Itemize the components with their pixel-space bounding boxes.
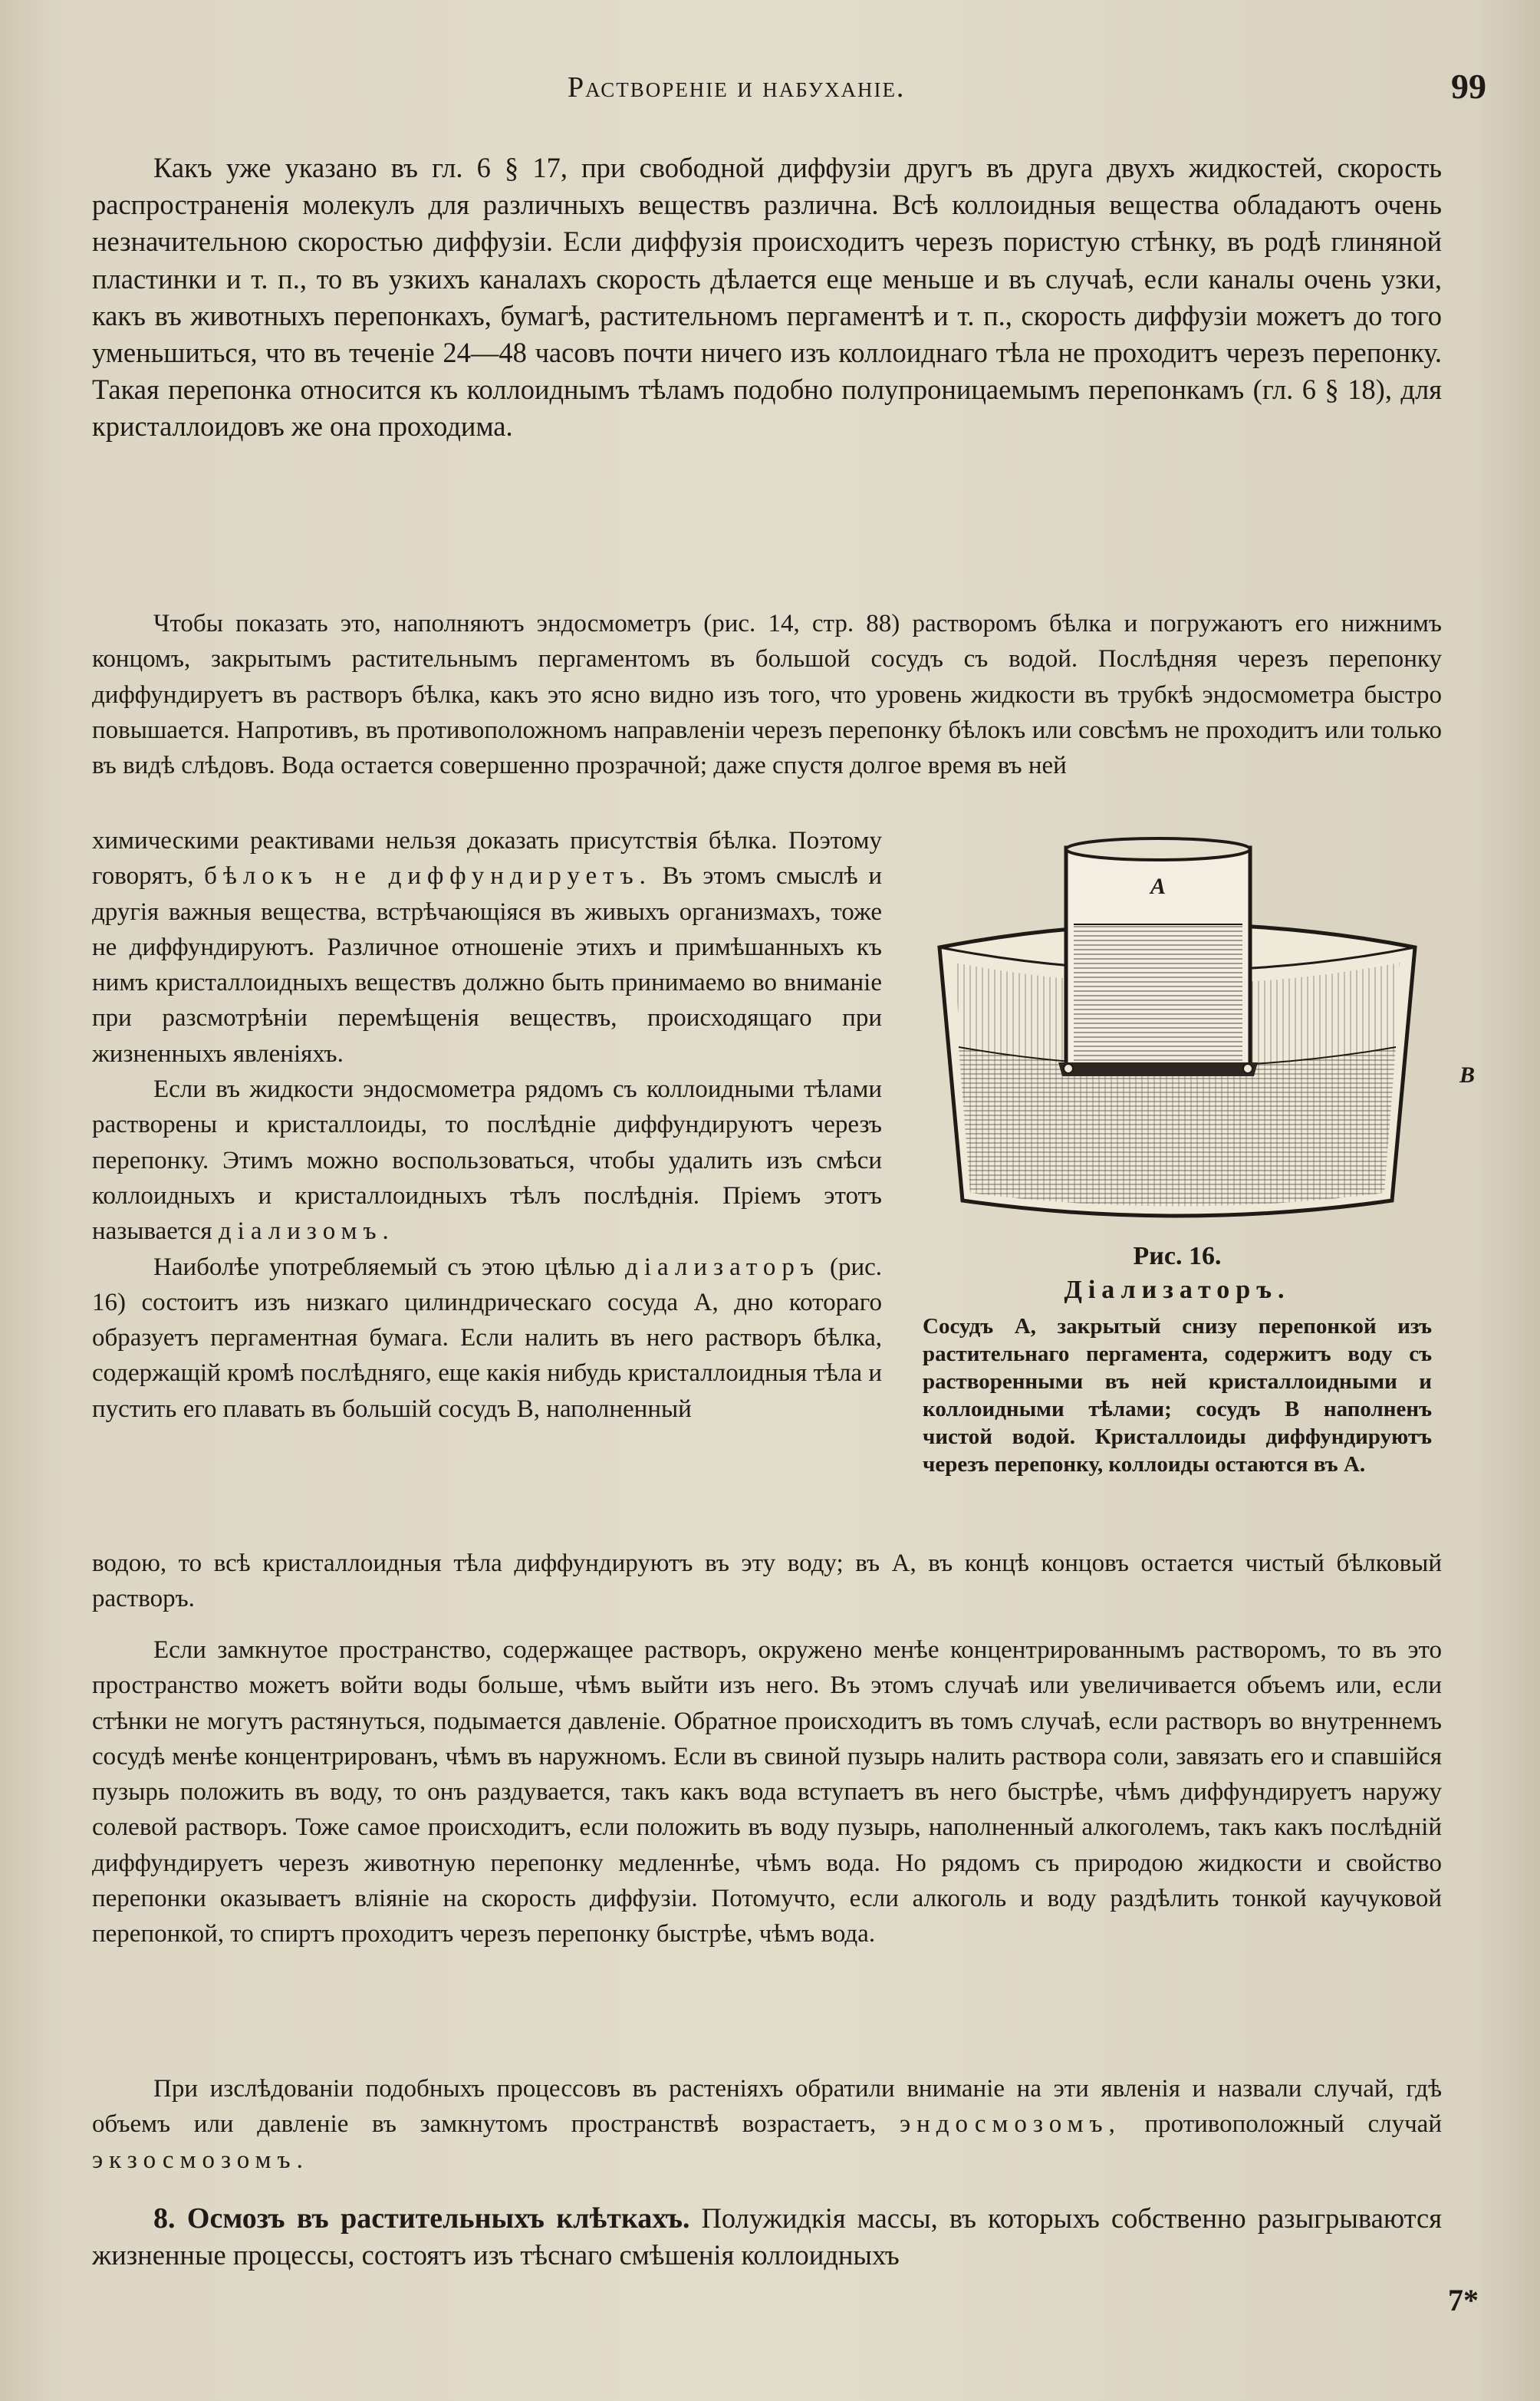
- emphasis-not-diffusing: бѣлокъ не диффундируетъ.: [204, 862, 652, 891]
- paragraph-4-text-2: (рис. 16) состоитъ изъ низкаго цилиндрическаго сосуда А, дно котораго образуетъ пергаментная бумага. Если налить въ него растворъ бѣлка, содержащiй кромѣ послѣдняго, еще какiя нибудь кристаллоидныя тѣла и пустить его плавать въ большiй сосудъ В, наполненный: [92, 1253, 882, 1423]
- paragraph-6-text-2: противоположный случай: [1144, 2110, 1442, 2139]
- paragraph-2-continuation-text: химическими реактивами нельзя доказать присутствiя бѣлка. Поэтому говорятъ,: [92, 827, 882, 891]
- dialyzer-illustration: [924, 832, 1430, 1231]
- paragraph-4: [92, 1250, 882, 1427]
- paragraph-3-text: Если въ жидкости эндосмометра рядомъ съ коллоидными тѣлами растворены и кристаллоиды, то послѣднiе диффундируютъ черезъ перепонку. Этимъ можно воспользоваться, чтобы удалить изъ смѣси коллоидныхъ и кристаллоидныхъ тѣлъ послѣднiя. Прiемъ этотъ называется: [92, 1075, 882, 1246]
- label-b: B: [1459, 1062, 1475, 1088]
- section-8-heading: 8. Осмозъ въ растительныхъ клѣткахъ.: [153, 2202, 690, 2235]
- paragraph-6-text: При изслѣдованiи подобныхъ процессовъ въ растенiяхъ обратили вниманiе на эти явленiя и назвали случай, гдѣ объемъ или давленiе въ замкнутомъ пространствѣ возрастаетъ,: [92, 2075, 1442, 2139]
- signature-mark: 7*: [1448, 2283, 1479, 2317]
- term-dialysis: дiализомъ.: [218, 1217, 395, 1246]
- section-8-text: Полужидкiя массы, въ которыхъ собственно разыгрываются жизненные процессы, состоятъ изъ тѣснаго смѣшенiя коллоидныхъ: [92, 2202, 1442, 2271]
- solution-a: [1074, 924, 1242, 1066]
- paragraph-2-block: [92, 606, 1442, 783]
- parchment-membrane: [1058, 1062, 1258, 1076]
- paragraph-4-text: Наиболѣе употребляемый съ этою цѣлью: [153, 1253, 616, 1281]
- paragraph-2: Чтобы показать это, наполняютъ эндосмометръ (рис. 14, стр. 88) растворомъ бѣлка и погружаютъ его нижнимъ концомъ, закрытымъ растительнымъ пергаментомъ въ большой сосудъ съ водой. Послѣдняя черезъ перепонку диффундируетъ въ растворъ бѣлка, какъ это ясно видно изъ того, что уровень жидкости въ трубкѣ эндосмометра быстро повышается. Напротивъ, въ противоположномъ направленiи черезъ перепонку бѣлокъ или совсѣмъ не проходитъ или только въ видѣ слѣдовъ. Вода остается совершенно прозрачной; даже спустя долгое время въ ней: [92, 610, 1442, 780]
- paragraph-1-block: [92, 150, 1442, 446]
- paragraph-3: [92, 1072, 882, 1249]
- term-endosmosis: эндосмозомъ,: [899, 2110, 1121, 2139]
- page-header: [537, 67, 1494, 117]
- wrapped-text-column: [92, 823, 882, 1427]
- paragraph-5: Если замкнутое пространство, содержащее растворъ, окружено менѣе концентрированнымъ растворомъ, то въ это пространство можетъ войти воды больше, чѣмъ выйти изъ него. Въ этомъ случаѣ или увеличивается объемъ или, если стѣнки не могутъ растянуться, подымается давленiе. Обратное происходитъ въ томъ случаѣ, если растворъ во внутреннемъ сосудѣ менѣе концентрированъ, чѣмъ въ наружномъ. Если въ свиной пузырь налить раствора соли, завязать его и спавшiйся пузырь положить въ воду, то онъ раздувается, такъ какъ вода вступаетъ въ него быстрѣе, чѣмъ диффундируетъ наружу солевой растворъ. Тоже самое происходитъ, если положить въ воду пузырь, наполненный алкоголемъ, такъ какъ послѣднiй диффундируетъ черезъ животную перепонку медленнѣе, чѣмъ вода. Но рядомъ съ природою жидкости и свойство перепонки оказываетъ влiянiе на скорость диффузiи. Потомучто, если алкоголь и воду раздѣлить тонкой каучуковой перепонкой, то спиртъ проходитъ черезъ перепонку быстрѣе, чѣмъ вода.: [92, 1636, 1442, 1948]
- label-a: A: [1150, 874, 1167, 899]
- paragraph-1: Какъ уже указано въ гл. 6 § 17, при свободной диффузiи другъ въ друга двухъ жидкостей, скорость распространенiя молекулъ для различныхъ веществъ различна. Всѣ коллоидныя вещества обладаютъ очень незначительною скоростью диффузiи. Если диффузiя происходитъ черезъ пористую стѣнку, въ родѣ глиняной пластинки и т. п., то въ узкихъ каналахъ скорость дѣлается еще меньше и въ случаѣ, если каналы очень узки, какъ въ животныхъ перепонкахъ, бумагѣ, растительномъ пергаментѣ и т. п., скорость диффузiи можетъ до того уменьшиться, что въ теченiе 24—48 часовъ почти ничего изъ коллоиднаго тѣла не проходитъ черезъ перепонку. Такая перепонка относится къ коллоиднымъ тѣламъ подобно полупроницаемымъ перепонкамъ (гл. 6 § 18), для кристаллоидовъ же она проходима.: [92, 152, 1442, 443]
- paragraph-4-end-block: [92, 1546, 1442, 1617]
- paragraph-6-block: [92, 2071, 1442, 2178]
- term-dialyzer: дiализаторъ: [625, 1253, 820, 1281]
- figure-title: Дiализаторъ.: [1064, 1276, 1291, 1304]
- section-8: [92, 2200, 1442, 2274]
- paragraph-4-end: водою, то всѣ кристаллоидныя тѣла диффундируютъ въ эту воду; въ А, въ концѣ концовъ остается чистый бѣлковый растворъ.: [92, 1550, 1442, 1613]
- page-number: 99: [1451, 67, 1486, 106]
- paragraph-2-continuation-text-2: Въ этомъ смыслѣ и другiя важныя вещества, встрѣчающiяся въ живыхъ организмахъ, тоже не диффундируютъ. Различное отношенiе этихъ и примѣшанныхъ къ нимъ кристаллоидныхъ веществъ должно быть принимаемо во вниманiе при разсмотрѣнiи перемѣщенiя веществъ, происходящаго при жизненныхъ явленiяхъ.: [92, 862, 883, 1068]
- paragraph-6: [92, 2071, 1442, 2178]
- figure-caption: Сосудъ А, закрытый снизу перепонкой изъ растительнаго пергамента, содержитъ воду съ растворенными въ ней кристаллоидными и коллоидными тѣлами; сосудъ В наполненъ чистой водой. Кристаллоиды диффундируютъ черезъ перепонку, коллоиды остаются въ А.: [923, 1314, 1432, 1477]
- paragraph-2-continuation: [92, 823, 882, 1072]
- running-title: Растворенiе и набуханiе.: [568, 71, 906, 104]
- term-exosmosis: экзосмозомъ.: [92, 2146, 309, 2174]
- paragraph-5-block: [92, 1632, 1442, 1952]
- section-8-block: [92, 2200, 1442, 2274]
- figure-label: Рис. 16.: [1133, 1242, 1222, 1270]
- figure-16: [909, 832, 1475, 1478]
